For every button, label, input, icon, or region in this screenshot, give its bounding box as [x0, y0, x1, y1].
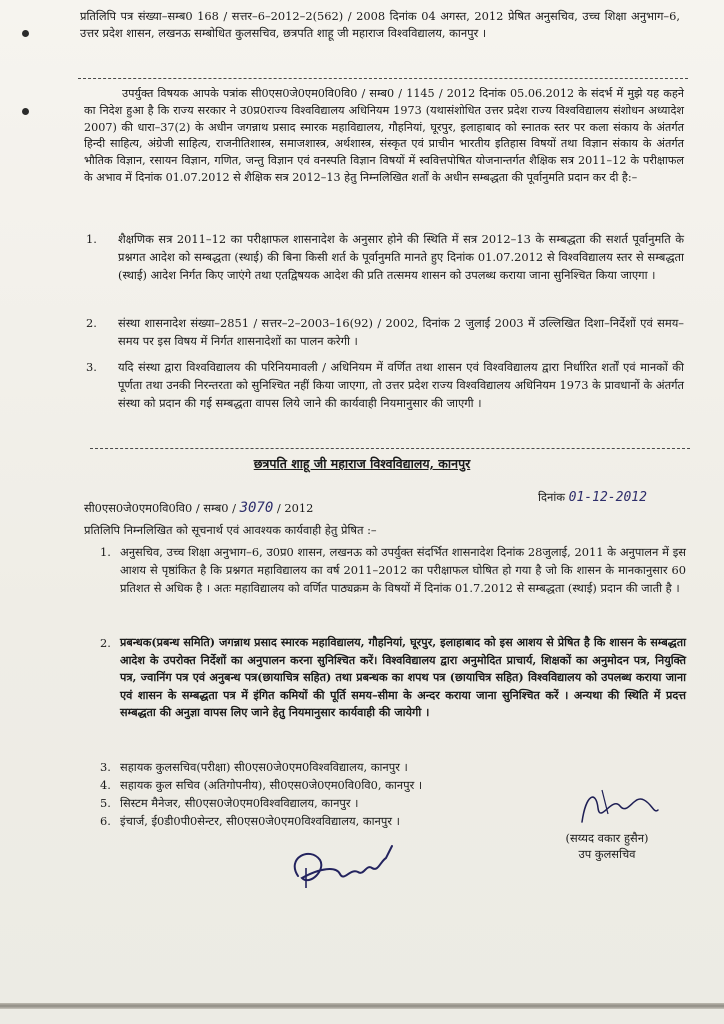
- recipient-number: 2.: [100, 636, 111, 650]
- reference-date-handwritten: 01-12-2012: [568, 490, 647, 505]
- reference-number-prefix: सी0एस0जे0एम0वि0वि0 / सम्ब0 /: [84, 501, 236, 515]
- recipient-number: 5.: [100, 796, 111, 810]
- condition-number: 2.: [86, 316, 97, 330]
- recipient-text: सहायक कुल सचिव (अतिगोपनीय), सी0एस0जे0एम0वि0वि0, कानपुर ।: [120, 778, 423, 792]
- main-paragraph-text: उपर्युक्त विषयक आपके पत्रांक सी0एस0जे0एम0वि0वि0 / सम्ब0 / 1145 / 2012 दिनांक 05.06.2012 के संदर्भ में मुझे यह कहने का निदेश हुआ है कि राज्य सरकार ने उ0प्र0राज्य विश्वविद्यालय अधिनियम 1973 (यथासंशोधित उत्तर प्रदेश राज्य विश्वविद्यालय संशोधन अध्यादेश 2007) की धारा–37(2) के अधीन जगन्नाथ प्रसाद स्मारक महाविद्यालय, गौहनियां, घूरपुर, इलाहाबाद को स्नातक स्तर पर कला संकाय के अंतर्गत हिन्दी साहित्य, अंग्रेजी साहित्य, राजनीतिशास्त्र, समाजशास्त्र, अर्थशास्त्र, संस्कृत एवं प्राचीन भारतीय इतिहास विषयों तथा विज्ञान संकाय के अंतर्गत भौतिक विज्ञान, रसायन विज्ञान, गणित, जन्तु विज्ञान एवं वनस्पति विज्ञान विषयों में स्ववित्तपोषित योजनान्तर्गत शैक्षिक सत्र 2011–12 के परीक्षाफल के अभाव में दिनांक 01.07.2012 से शैक्षिक सत्र 2012–13 हेतु निम्नलिखित शर्तों के अधीन सम्बद्धता की पूर्वानुमति प्रदान कर दी है:–: [84, 87, 684, 184]
- main-paragraph: [84, 86, 684, 187]
- handwritten-signature-left: [280, 838, 410, 898]
- recipient-item: [100, 758, 690, 776]
- recipient-text: प्रबन्धक(प्रबन्ध समिति) जगन्नाथ प्रसाद स्मारक महाविद्यालय, गौहनियां, घूरपुर, इलाहाबाद को इस आशय से प्रेषित है कि शासन के सम्बद्धता आदेश के उपरोक्त निर्देशों का अनुपालन करना सुनिश्चित करें। विश्वविद्यालय द्वारा अनुमोदित प्राचार्य, शिक्षकों का अनुमोदन पत्र, नियुक्ति पत्र, ज्वानिंग पत्र एवं अनुबन्ध पत्र(छायाचित्र सहित) तथा प्रबन्धक का शपथ पत्र (छायाचित्र सहित) विश्वविद्यालय को उपलब्ध कराया जाना एवं शासन के सम्बद्धता पत्र में इंगित कमियों की पूर्ति समय–सीमा के अन्दर कराया जाना सुनिश्चित करें । अन्यथा की स्थिति में प्रदत्त सम्बद्धता की अनुज्ञा वापस लिए जाने हेतु नियमानुसार कार्यवाही की जायेगी ।: [120, 635, 686, 720]
- recipient-number: 3.: [100, 760, 111, 774]
- divider-line: [78, 78, 688, 79]
- signatory-block: [532, 830, 682, 862]
- condition-text: यदि संस्था द्वारा विश्वविद्यालय की परिनियमावली / अधिनियम में वर्णित तथा शासन एवं विश्वविद्यालय द्वारा निर्धारित शर्तों एवं मानकों की पूर्णता तथा उनकी निरन्तरता को सुनिश्चित नहीं किया जाएगा, तो उत्तर प्रदेश राज्य विश्वविद्यालय अधिनियम 1973 के प्रावधानों के अंतर्गत संस्था को प्रदान की गई सम्बद्धता वापस लिये जाने की कार्यवाही नियमानुसार की जाएगी ।: [118, 360, 684, 410]
- recipient-text: सिस्टम मैनेजर, सी0एस0जे0एम0विश्वविद्यालय, कानपुर ।: [120, 796, 359, 810]
- recipient-item: [100, 543, 690, 633]
- condition-number: 3.: [86, 360, 97, 374]
- reference-number-handwritten: 3070: [239, 500, 274, 516]
- recipient-text: इंचार्ज, ई0डी0पी0सेन्टर, सी0एस0जे0एम0विश्वविद्यालय, कानपुर ।: [120, 814, 400, 828]
- condition-item: [86, 314, 686, 354]
- recipient-number: 4.: [100, 778, 111, 792]
- university-heading: छत्रपति शाहू जी महाराज विश्वविद्यालय, कानपुर: [253, 456, 471, 471]
- forwarding-line: प्रतिलिपि निम्नलिखित को सूचनार्थ एवं आवश्यक कार्यवाही हेतु प्रेषित :–: [84, 523, 377, 537]
- reference-date: [538, 490, 647, 505]
- recipient-number: 1.: [100, 545, 111, 559]
- divider-line: [90, 448, 690, 449]
- condition-item: [86, 230, 686, 320]
- recipient-text: सहायक कुलसचिव(परीक्षा) सी0एस0जे0एम0विश्वविद्यालय, कानपुर ।: [120, 760, 408, 774]
- copy-header: [80, 8, 680, 42]
- punch-hole-mark: [22, 108, 29, 115]
- condition-number: 1.: [86, 232, 97, 246]
- reference-number-suffix: / 2012: [276, 501, 314, 515]
- punch-hole-mark: [22, 30, 29, 37]
- recipient-number: 6.: [100, 814, 111, 828]
- scan-edge-line: [0, 1003, 724, 1009]
- condition-text: संस्था शासनादेश संख्या–2851 / सत्तर–2–2003–16(92) / 2002, दिनांक 2 जुलाई 2003 में उल्लिखित दिशा–निर्देशों एवं समय–समय पर इस विषय में निर्गत शासनादेशों का पालन करेगी ।: [118, 316, 684, 348]
- condition-text: शैक्षणिक सत्र 2011–12 का परीक्षाफल शासनादेश के अनुसार होने की स्थिति में सत्र 2012–13 के सम्बद्धता की सशर्त पूर्वानुमति के प्रश्नगत आदेश को सम्बद्धता (स्थाई) की बिना किसी शर्त के पूर्वानुमति मानते हुए दिनांक 01.07.2012 से विश्वविद्यालय स्तर से सम्बद्धता (स्थाई) आदेश निर्गत किए जाएंगे तथा एतद्विषयक आदेश की प्रति तत्समय शासन को उपलब्ध कराया जाना सुनिश्चित किया जाएगा ।: [118, 232, 684, 282]
- signatory-name: (सय्यद वकार हुसैन): [565, 831, 649, 845]
- reference-date-prefix: दिनांक: [538, 490, 566, 504]
- handwritten-signature-right: [572, 784, 662, 834]
- copy-header-text: प्रतिलिपि पत्र संख्या–सम्ब0 168 / सत्तर–6–2012–2(562) / 2008 दिनांक 04 अगस्त, 2012 प्रेषित अनुसचिव, उच्च शिक्षा अनुभाग–6, उत्तर प्रदेश शासन, लखनऊ सम्बोधित कुलसचिव, छत्रपति शाहू जी महाराज विश्वविद्यालय, कानपुर ।: [80, 9, 680, 40]
- recipient-text: अनुसचिव, उच्च शिक्षा अनुभाग–6, उ0प्र0 शासन, लखनऊ को उपर्युक्त संदर्भित शासनादेश दिनांक 28जुलाई, 2011 के अनुपालन में इस आशय से पृष्ठांकित है कि प्रश्नगत महाविद्यालय का वर्ष 2011–2012 का परीक्षाफल घोषित हो गया है जो कि शासन के मानकानुसार 60 प्रतिशत से अधिक है । अतः महाविद्यालय को वर्णित पाठ्यक्रम के विषयों में दिनांक 01.7.2012 से सम्बद्धता (स्थाई) प्रदान की जाती है ।: [120, 545, 686, 595]
- reference-number: [84, 500, 313, 516]
- condition-item: [86, 358, 686, 434]
- recipient-item: [100, 634, 690, 754]
- signatory-designation: उप कुलसचिव: [578, 847, 636, 861]
